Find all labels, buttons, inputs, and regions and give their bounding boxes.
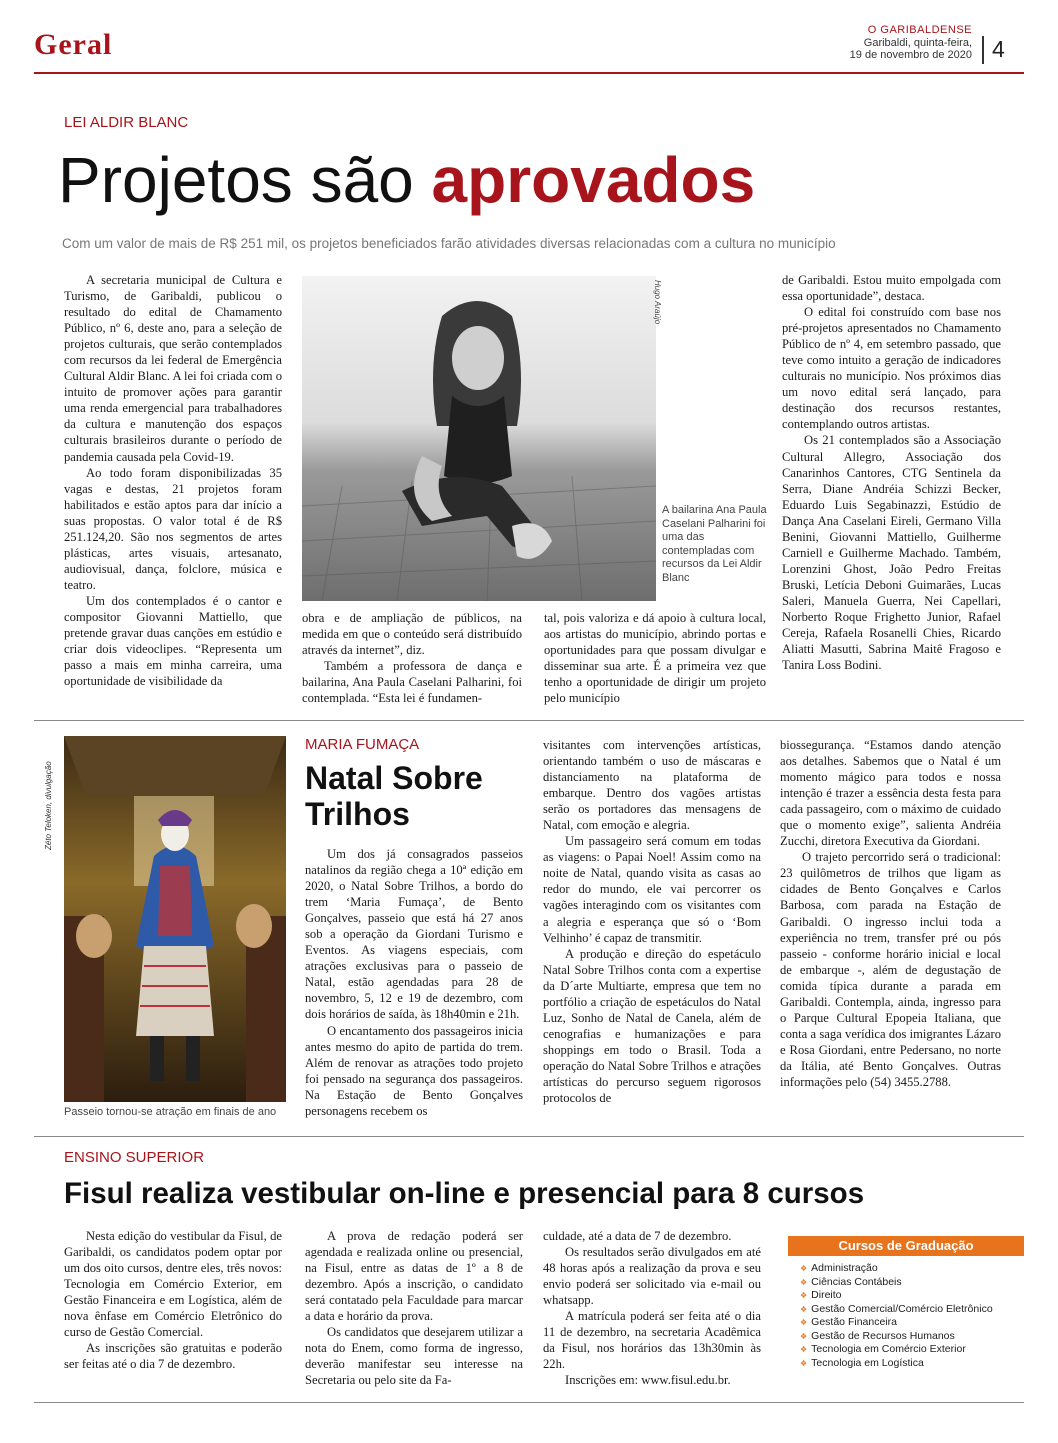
page-number-separator — [982, 36, 984, 64]
diamond-bullet-icon: ❖ — [800, 1264, 808, 1273]
dancer-photo — [302, 276, 656, 601]
paragraph: biossegurança. “Estamos dando atenção aos detalhes. Sabemos que o Natal é um momento mágico para todos e nossa intenção é trazer a essência desta festa para cada passageiro, com o máximo de cuidado que o momento exige”, salienta Andréia Zucchi, diretora Executiva da Giordani. — [780, 738, 1001, 849]
photo-credit: Hugo Araújo — [653, 280, 662, 325]
paragraph: Inscrições em: www.fisul.edu.br. — [565, 1373, 731, 1388]
paragraph: A prova de redação poderá ser agendada e realizada online ou presencial, na Fisul, entre as datas de 1º a 8 de dezembro. Após a inscrição, o candidato será contatado pela Faculdade para marcar a data e horário da prova. — [305, 1229, 523, 1324]
masthead-info — [850, 24, 972, 62]
article1-headline — [58, 135, 755, 225]
diamond-bullet-icon: ❖ — [800, 1345, 808, 1354]
paragraph: A produção e direção do espetáculo Natal Sobre Trilhos conta com a expertise da D´arte Multiarte, empresa que tem no portfólio a criação de espetáculos do Natal Luz, Sonho de Natal de Canela, além de cenografias e humanizações e para shoppings em todo o Brasil. Toda a operação do Natal Sobre Trilhos e atrações artísticas do percurso seguem rigorosos protocolos de — [543, 946, 761, 1106]
list-item: ❖ Gestão de Recursos Humanos — [800, 1329, 955, 1342]
section-divider — [34, 1136, 1024, 1137]
paragraph: culdade, até a data de 7 de dezembro. — [543, 1229, 732, 1243]
paragraph: A secretaria municipal de Cultura e Turismo, de Garibaldi, publicou o resultado do edital de Chamamento Público, nº 6, deste ano, para a seleção de projetos culturais, que serão contemplados com recursos da lei federal de Emergência Cultural Aldir Blanc. A lei foi criada com o intuito de promover ações para garantir uma renda emergencial para trabalhadores da cultura e manutenção dos espaços culturais brasileiros durante o período de pandemia causada pela Covid-19. — [64, 273, 282, 464]
diamond-bullet-icon: ❖ — [800, 1291, 808, 1300]
place-date-line-2: 19 de novembro de 2020 — [849, 49, 972, 61]
headline-accent: aprovados — [431, 144, 756, 216]
dancer-photo-art — [302, 276, 656, 601]
article3-kicker: ENSINO SUPERIOR — [64, 1149, 205, 1166]
paragraph: Os candidatos que desejarem utilizar a nota do Enem, como forma de ingresso, deverão manifestar seu interesse na Secretaria ou pelo site da Fa- — [305, 1325, 523, 1388]
diamond-bullet-icon: ❖ — [800, 1318, 808, 1327]
photo-caption: Passeio tornou-se atração em finais de ano — [64, 1106, 277, 1118]
paragraph: visitantes com intervenções artísticas, orientando também o uso de máscaras e distanciamento na plataforma de embarque. Dentro dos vagões artistas serão os portadores das mensagens de Natal, com emoção e alegria. — [543, 738, 761, 833]
paragraph: O edital foi construído com base nos pré-projetos apresentados no Chamamento Público de nº 4, em setembro passado, que teve como intuito a geração de indicadores culturais no município. Nos próximos dias um novo edital será lançado, para destinação dos recursos restantes, contemplando outros artistas. — [782, 305, 1001, 432]
article3-column-3 — [543, 1228, 761, 1388]
diamond-bullet-icon: ❖ — [800, 1331, 808, 1341]
article1-kicker: LEI ALDIR BLANC — [64, 114, 189, 131]
paragraph: A matrícula poderá ser feita até o dia 11 de dezembro, na secretaria Acadêmica da Fisul, nos horários das 13h30min às 22h. — [543, 1309, 761, 1372]
paragraph: de Garibaldi. Estou muito empolgada com essa oportunidade”, destaca. — [782, 273, 1001, 304]
paragraph: Os 21 contemplados são a Associação Cultural Allegro, Associação dos Canarinhos Cantores, CTG Sentinela da Serra, Diane Andréia Schizzi Becker, Eduardo Luis Segabinazzi, Estúdio de Dança Ana Caselani Eireli, Germano Villa Benini, Giovanni Mattiello, Guilherme Carniell e Guilherme Machado. Também, Lorenzini Ghost, João Pedro Freitas Bruski, Letícia Deboni Guimarães, Lucas Saleri, Manuela Guerra, Nei Capellari, Norberto Roque Frighetto Junior, Rafael Cereja, Rafaela Rosanelli Chies, Ricardo Aliatti Masutti, Sabrina Maitê Fragoso e Tanira Loss Bodini. — [782, 433, 1001, 673]
paragraph: Um dos contemplados é o cantor e compositor Giovanni Mattiello, que pretende gravar duas canções em estúdio e criar dois videoclipes. “Representa um passo a mais em minha carreira, uma oportunidade de visibilidade da — [64, 593, 282, 689]
photo-credit: Zéto Teloken, divulgação — [44, 761, 53, 850]
footer-rule — [34, 1402, 1024, 1403]
list-item: ❖ Direito — [800, 1289, 842, 1301]
paragraph: Ao todo foram disponibilizadas 35 vagas e destas, 21 projetos foram habilitados e estão aptos para dar início a suas propostas. O valor total é de R$ 251.124,20. São nos segmentos de artes plásticas, artes visuais, artesanato, audiovisual, dança, folclore, música e teatro. — [64, 465, 282, 592]
list-item: ❖ Gestão Financeira — [800, 1316, 897, 1328]
list-item: ❖ Tecnologia em Comércio Exterior — [800, 1343, 966, 1355]
article2-column-3 — [780, 737, 1001, 1090]
diamond-bullet-icon: ❖ — [800, 1304, 808, 1314]
diamond-bullet-icon: ❖ — [800, 1277, 808, 1287]
paragraph: O encantamento dos passageiros inicia antes mesmo do apito de partida do trem. Além de renovar as atrações todo projeto foi pensado na segurança dos passageiros. Na Estação de Bento Gonçalves personagens recebem os — [305, 1023, 523, 1118]
paragraph: O trajeto percorrido será o tradicional: 23 quilômetros de trilhos que ligam as cidades de Bento Gonçalves e Carlos Barbosa, com parada na Estação de Garibaldi. O ingresso inclui toda a experiência no trem, transfer pré ou pós passeio - conforme horário inicial e local de embarque -, além de degustação de comida típica durante a parada em Garibaldi. Contempla, ainda, ingresso para o Parque Cultural Epopeia Italiana, que conta a saga verídica dos imigrantes Lázaro e Rosa Giordani, entre Pedersano, no norte da Itália, até Bento Gonçalves. Outras informações pelo (54) 3455.2788. — [780, 850, 1001, 1089]
list-item: ❖ Administração — [800, 1262, 878, 1274]
diamond-bullet-icon: ❖ — [800, 1358, 808, 1368]
place-date-line-1: Garibaldi, quinta-feira, — [863, 36, 972, 49]
courses-list — [800, 1262, 993, 1370]
paragraph: Também a professora de dança e bailarina, Ana Paula Caselani Palharini, foi contemplada. “Esta lei é fundamen- — [302, 659, 522, 706]
article1-subtitle: Com um valor de mais de R$ 251 mil, os projetos beneficiados farão atividades diversas relacionadas com a cultura no município — [62, 236, 836, 251]
article2-headline: Natal Sobre Trilhos — [305, 760, 483, 832]
paragraph: Os resultados serão divulgados em até 48 horas após a realização da prova e seu envio poderá ser solicitado via e-mail ou whatsapp. — [543, 1245, 761, 1308]
paragraph: Um dos já consagrados passeios natalinos da região chega a 10ª edição em 2020, o Natal Sobre Trilhos, a bordo do trem ‘Maria Fumaça’, de Bento Gonçalves, passeio que está há 27 anos sob a operação da Giordani Turismo e Eventos. As viagens especiais, com atrações exclusivas para o passeio de Natal, estão agendadas para 28 de novembro, 5, 12 e 19 de dezembro, com dois horários de saída, às 18h40min e 21h. — [305, 847, 523, 1022]
article2-kicker: MARIA FUMAÇA — [305, 736, 420, 753]
article1-column-1 — [64, 272, 282, 689]
headline-plain: Projetos são — [58, 144, 432, 216]
article1-column-3 — [544, 610, 766, 706]
header-rule — [34, 72, 1024, 74]
train-photo — [64, 736, 286, 1102]
article2-column-1 — [305, 846, 523, 1119]
article1-column-4 — [782, 272, 1001, 673]
article2-column-2 — [543, 737, 761, 1106]
page-number: 4 — [992, 36, 1005, 62]
paragraph: tal, pois valoriza e dá apoio à cultura local, aos artistas do município, abrindo portas e oportunidades para que possam divulgar e disseminar sua arte. É a primeira vez que tenho a oportunidade de dirigir um projeto pelo município — [544, 611, 766, 706]
article1-column-2 — [302, 610, 522, 706]
article3-column-2 — [305, 1228, 523, 1388]
list-item: ❖ Tecnologia em Logística — [800, 1356, 924, 1369]
list-item: ❖ Ciências Contábeis — [800, 1275, 902, 1288]
courses-box-title: Cursos de Graduação — [788, 1236, 1024, 1256]
newspaper-name: O GARIBALDENSE — [867, 24, 972, 36]
list-item: ❖ Gestão Comercial/Comércio Eletrônico — [800, 1302, 993, 1315]
train-photo-art — [64, 736, 286, 1102]
section-divider — [34, 720, 1024, 721]
photo-caption: A bailarina Ana Paula Caselani Palharini foi uma das contempladas com recursos da Lei Aldir Blanc — [662, 504, 767, 584]
paragraph: obra e de ampliação de públicos, na medida em que o conteúdo será distribuído através da internet”, diz. — [302, 611, 522, 658]
paragraph: Nesta edição do vestibular da Fisul, de Garibaldi, os candidatos podem optar por um dos oito cursos, dentre eles, três novos: Tecnologia em Comércio Exterior, em Gestão Financeira e em Logística, além de nova ênfase em Comércio Eletrônico do curso de Gestão Comercial. — [64, 1229, 282, 1340]
paragraph: Um passageiro será comum em todas as viagens: o Papai Noel! Assim como na noite de Natal, quando visita as casas ao redor do mundo, ele vai percorrer os vagões interagindo com os visitantes com a alegria e esperança que só o ‘Bom Velhinho’ é capaz de transmitir. — [543, 834, 761, 945]
article3-column-1 — [64, 1228, 282, 1372]
section-name: Geral — [34, 28, 113, 61]
paragraph: As inscrições são gratuitas e poderão ser feitas até o dia 7 de dezembro. — [64, 1341, 282, 1372]
article3-headline: Fisul realiza vestibular on-line e presencial para 8 cursos — [64, 1177, 865, 1210]
